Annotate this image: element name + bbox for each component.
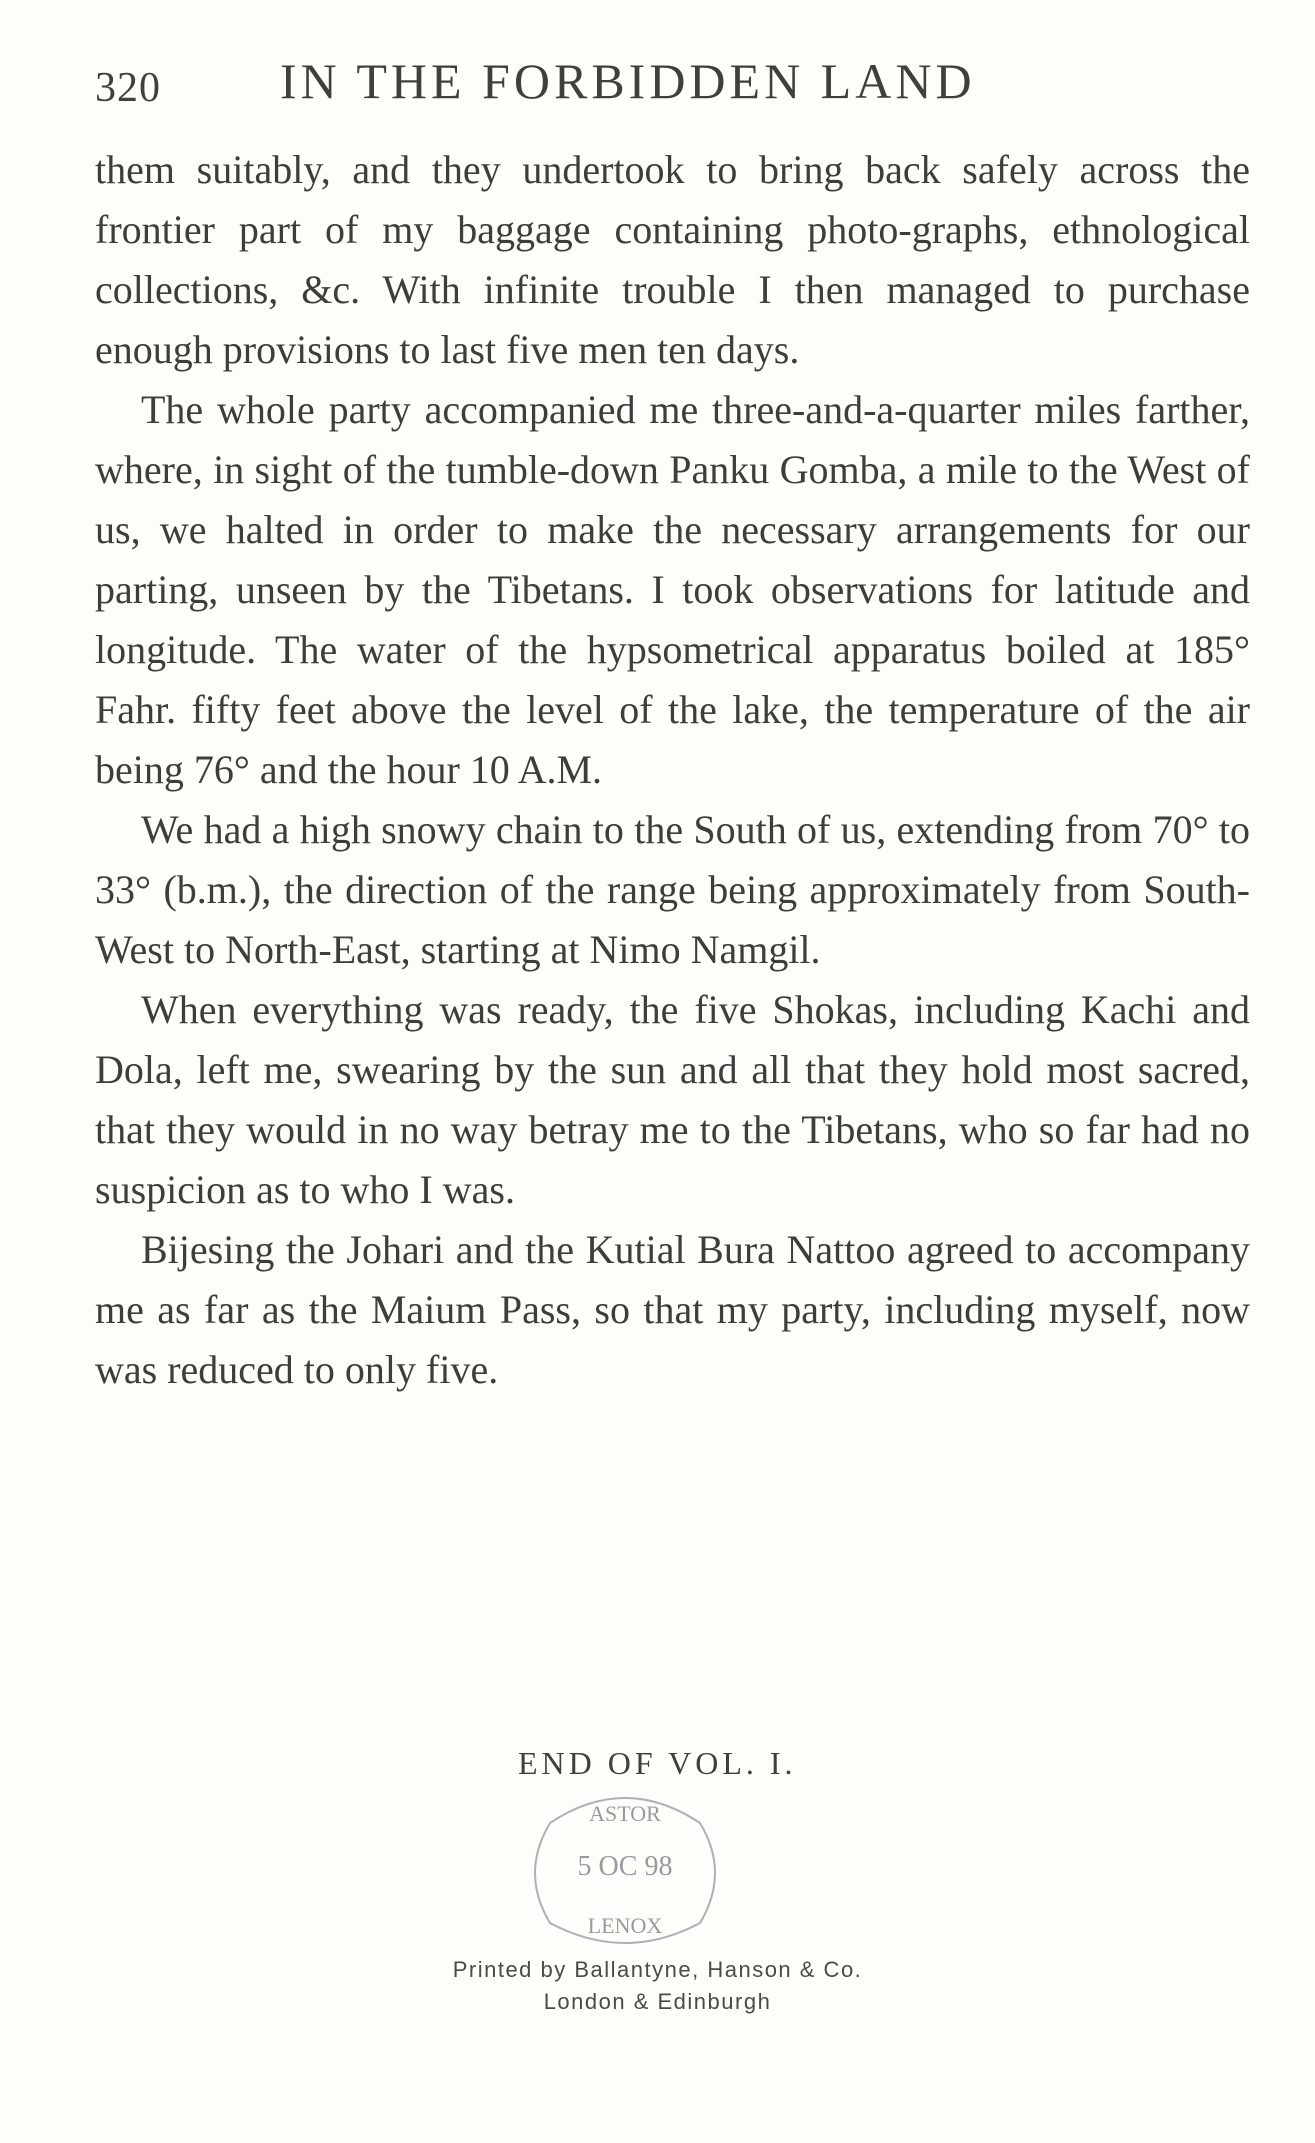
page-number: 320	[95, 65, 161, 111]
stamp-bottom-text: LENOX	[587, 1913, 663, 1938]
running-title: IN THE FORBIDDEN LAND	[280, 53, 976, 109]
printer-credit: Printed by Ballantyne, Hanson & Co.	[452, 1957, 863, 1982]
end-of-volume-note: END OF VOL. I.	[518, 1745, 797, 1781]
paragraph-5: Bijesing the Johari and the Kutial Bura Nattoo agreed to accompany me as far as the Maium Pass, so that my party, including myself, now was reduced to only five.	[95, 1227, 1250, 1392]
page-header	[95, 52, 1225, 122]
stamp-top-text: ASTOR	[589, 1801, 661, 1826]
paragraph-1: them suitably, and they undertook to bring back safely across the frontier part of my baggage containing photo-graphs, ethnological collections, &c. With infinite trouble I then managed to purchase enough provisions to last five men ten days.	[95, 147, 1250, 372]
paragraph-3: We had a high snowy chain to the South of us, extending from 70° to 33° (b.m.), the direction of the range being approximately from South-West to North-East, starting at Nimo Namgil.	[95, 807, 1250, 972]
library-stamp-icon	[510, 1783, 740, 1953]
stamp-date-text: 5 OC 98	[577, 1851, 673, 1882]
colophon	[0, 1745, 1315, 2045]
paragraph-2: The whole party accompanied me three-and-a-quarter miles farther, where, in sight of the tumble-down Panku Gomba, a mile to the West of us, we halted in order to make the necessary arrangements for our parting, unseen by the Tibetans. I took observations for latitude and longitude. The water of the hypsometrical apparatus boiled at 185° Fahr. fifty feet above the level of the lake, the temperature of the air being 76° and the hour 10 A.M.	[95, 387, 1250, 792]
printer-location: London & Edinburgh	[543, 1989, 772, 2014]
body-text	[95, 140, 1250, 1400]
paragraph-4: When everything was ready, the five Shokas, including Kachi and Dola, left me, swearing by the sun and all that they hold most sacred, that they would in no way betray me to the Tibetans, who so far had no suspicion as to who I was.	[95, 987, 1250, 1212]
